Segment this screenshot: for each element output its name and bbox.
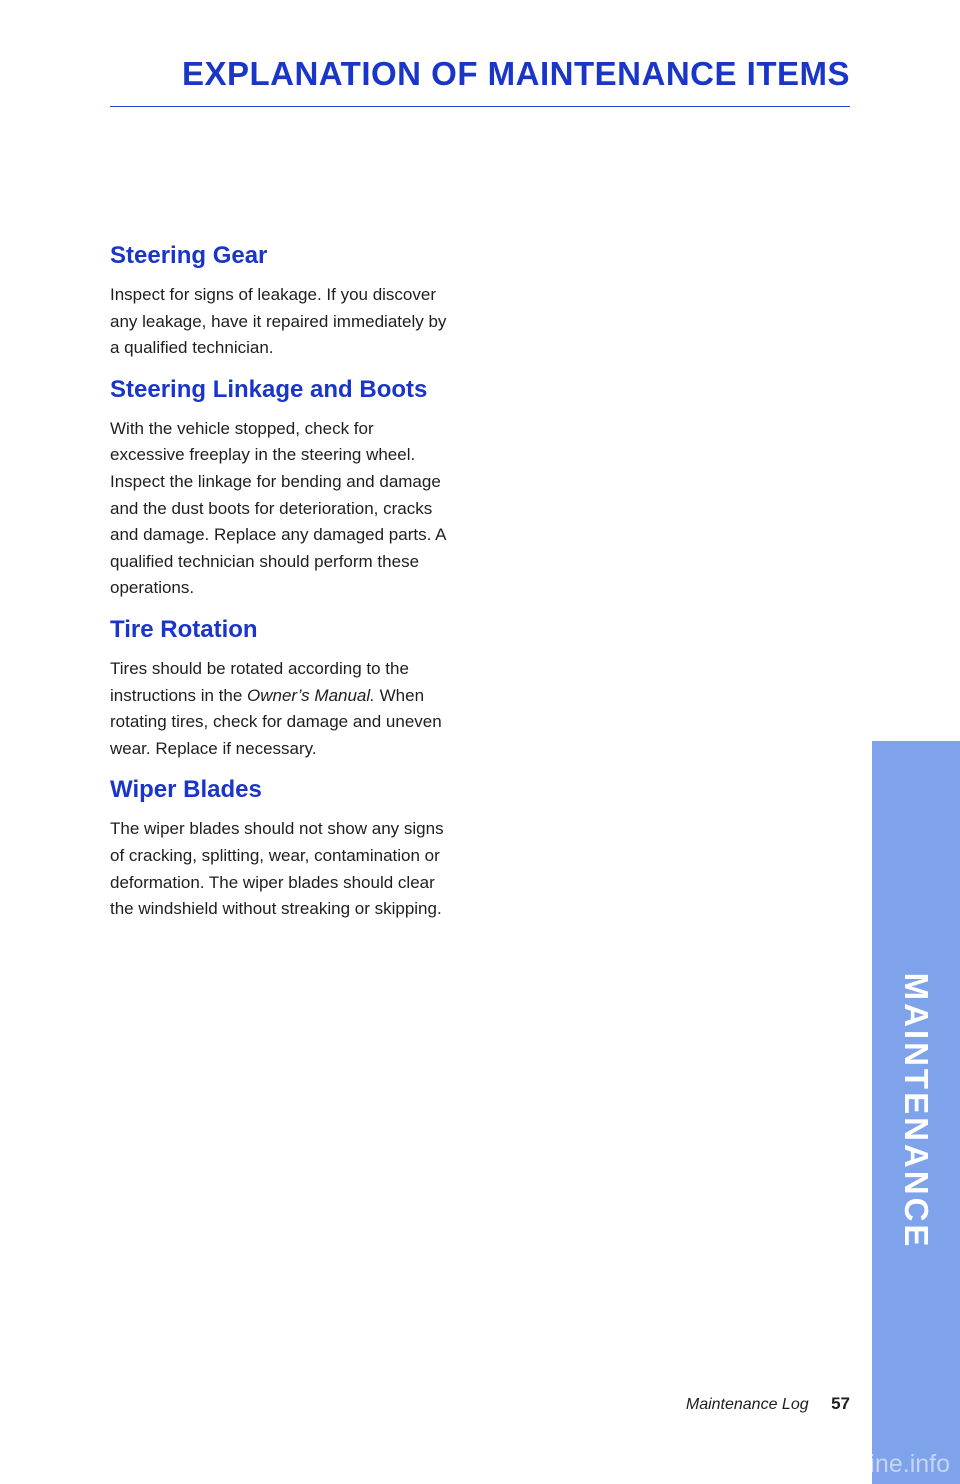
- section-body: With the vehicle stopped, check for excessive freeplay in the steering wheel. Inspect the linkage for bending and damage and the dust boots for deterioration, cracks and damage. Replace any damaged parts. A qualified technician should perform these operations.: [110, 418, 446, 598]
- main-content: [110, 240, 450, 935]
- section-tire-rotation: [110, 614, 450, 762]
- owners-manual-reference: Owner’s Manual.: [247, 685, 375, 705]
- page-footer: [686, 1394, 850, 1414]
- section-body: [110, 656, 450, 762]
- footer-section-name: Maintenance Log: [685, 1396, 809, 1413]
- section-steering-gear: [110, 240, 450, 362]
- section-heading: Wiper Blades: [110, 776, 262, 804]
- header-divider: [110, 106, 850, 107]
- section-body-text: When rotating tires, check for damage and uneven wear. Replace if necessary.: [110, 685, 442, 758]
- section-heading: Steering Gear: [110, 242, 268, 269]
- side-section-tab: [872, 741, 960, 1484]
- section-heading: Steering Linkage and Boots: [110, 375, 428, 403]
- side-tab-label: MAINTENANCE: [898, 972, 935, 1250]
- section-steering-linkage-and-boots: [110, 374, 450, 602]
- section-body: Inspect for signs of leakage. If you discover any leakage, have it repaired immediately by a qualified technician.: [110, 285, 447, 358]
- section-body-text: Tires should be rotated according to the instructions in the: [110, 658, 409, 705]
- page-number: 57: [831, 1394, 850, 1413]
- section-body: The wiper blades should not show any signs of cracking, splitting, wear, contamination or deformation. The wiper blades should clear the windshield without streaking or skipping.: [110, 819, 444, 919]
- watermark: carmanualsonline.info: [706, 1450, 950, 1478]
- page-header-title: EXPLANATION OF MAINTENANCE ITEMS: [181, 55, 850, 92]
- section-wiper-blades: [110, 774, 450, 922]
- section-heading: Tire Rotation: [110, 615, 258, 643]
